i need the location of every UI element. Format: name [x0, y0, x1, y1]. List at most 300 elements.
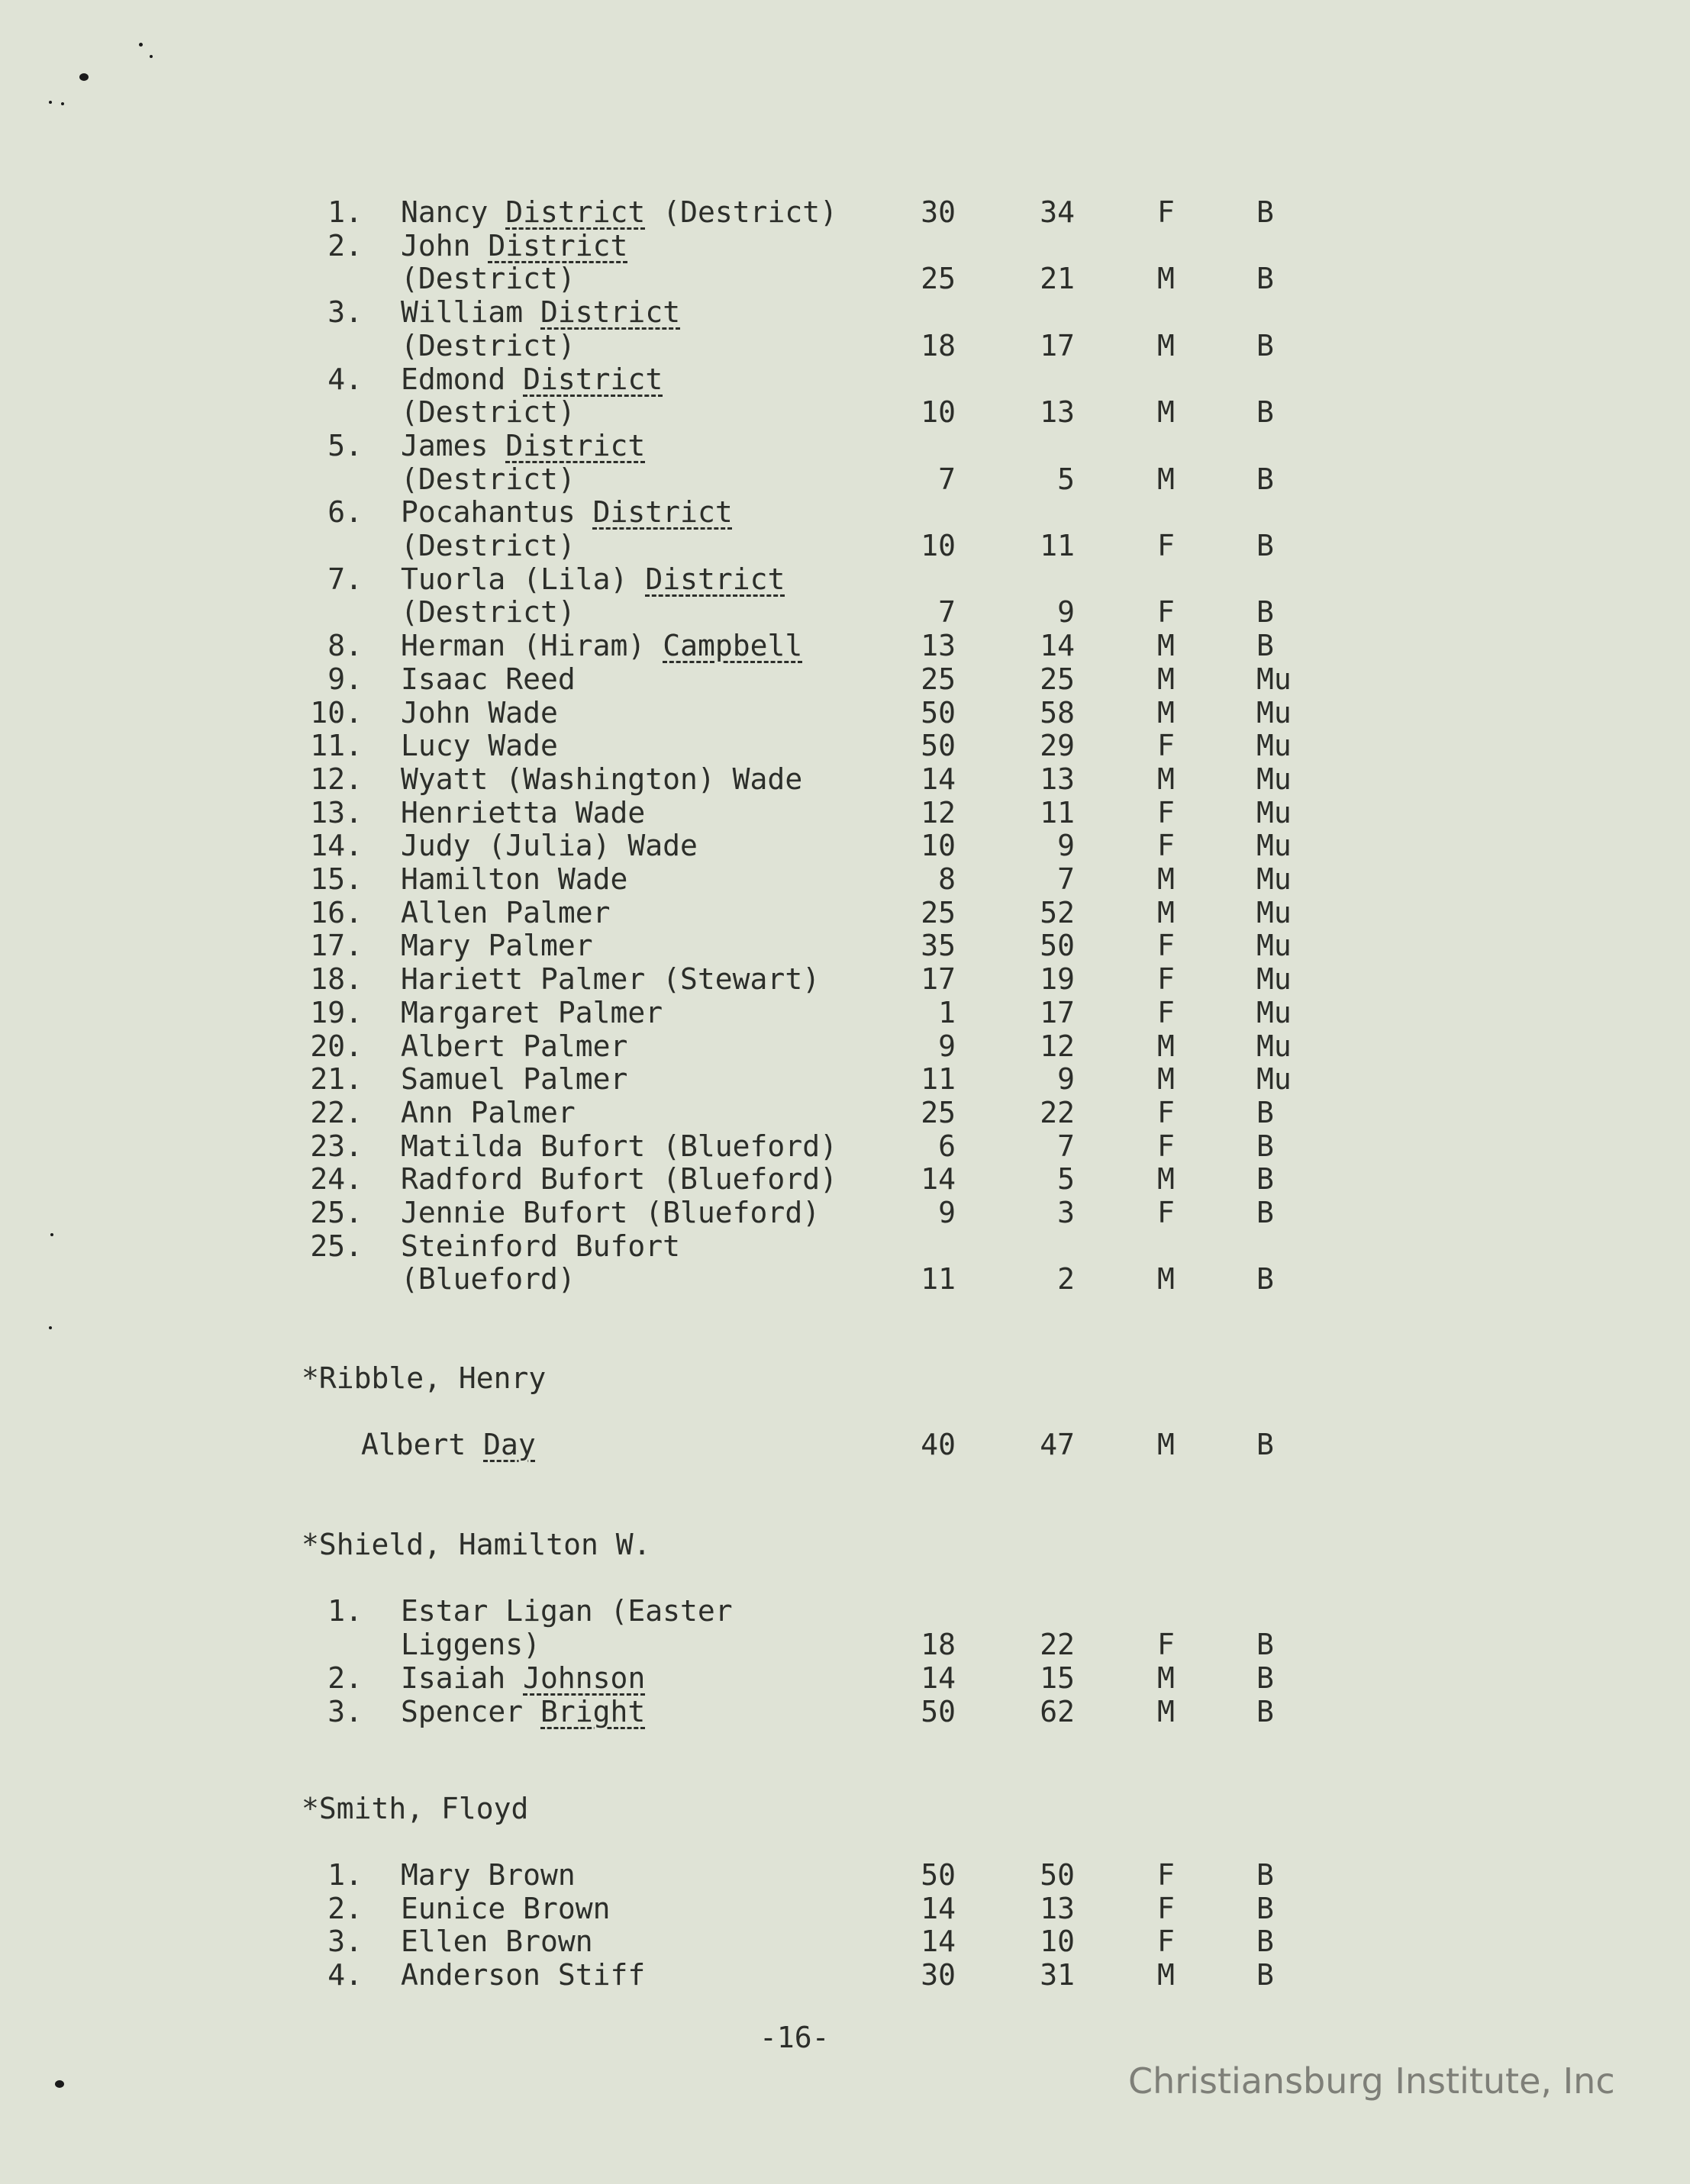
table-row [0, 195, 1690, 229]
entry-name [401, 696, 558, 730]
entry-given-name: Herman (Hiram) [401, 629, 646, 663]
sex-code: F [1157, 1095, 1175, 1129]
entry-given-name: Wyatt (Washington) Wade [401, 762, 803, 796]
race-code: Mu [1256, 995, 1292, 1029]
row-number: 19. [310, 995, 363, 1029]
sex-code: M [1157, 462, 1175, 496]
table-row [0, 1029, 1690, 1063]
entry-name [401, 1196, 820, 1229]
race-code: B [1256, 1428, 1274, 1461]
table-row [0, 1428, 1690, 1461]
value-col-1: 50 [921, 1694, 956, 1728]
value-col-2: 14 [1040, 629, 1075, 663]
sex-code: M [1157, 662, 1175, 696]
entry-given-name: Edmond [401, 362, 506, 396]
row-number: 24. [310, 1162, 363, 1197]
sex-code: F [1157, 729, 1175, 763]
table-row [0, 1096, 1690, 1129]
table-row [0, 796, 1690, 829]
table-row-continuation [0, 595, 1690, 629]
value-col-2: 11 [1040, 795, 1075, 829]
entry-given-name: Nancy [401, 195, 489, 229]
value-col-2: 34 [1040, 195, 1075, 229]
table-row [0, 1661, 1690, 1695]
value-col-1: 13 [921, 629, 956, 663]
entry-surname: Bright [540, 1694, 646, 1728]
table-row [0, 1858, 1690, 1892]
section-header-text: *Smith, Floyd [302, 1792, 529, 1825]
sex-code: F [1157, 1925, 1175, 1959]
entry-name [401, 229, 627, 263]
table-row [0, 1162, 1690, 1196]
sex-code: F [1157, 995, 1175, 1029]
value-col-1: 8 [938, 862, 956, 896]
value-col-1: 12 [921, 795, 956, 829]
sex-code: F [1157, 195, 1175, 229]
entry-name [401, 829, 698, 862]
sex-code: M [1157, 862, 1175, 896]
table-row [0, 429, 1690, 462]
entry-name [401, 762, 802, 796]
entry-name-cont: (Destrict) [401, 462, 576, 496]
entry-name [401, 195, 837, 229]
entry-surname: District [488, 228, 628, 263]
row-number: 2. [327, 1661, 363, 1695]
table-row-continuation [0, 1262, 1690, 1296]
value-col-1: 18 [921, 328, 956, 362]
entry-given-name: Judy (Julia) Wade [401, 829, 698, 863]
entry-surname: District [505, 195, 646, 229]
entry-name [401, 629, 802, 662]
row-number: 10. [310, 695, 363, 730]
entry-given-name: William [401, 295, 524, 330]
race-code: Mu [1256, 662, 1292, 696]
sex-code: M [1157, 762, 1175, 796]
scan-speck [55, 2080, 64, 2088]
table-row [0, 1958, 1690, 1992]
table-row [0, 1594, 1690, 1628]
table-row-continuation [0, 462, 1690, 496]
entry-given-name: Allen Palmer [401, 895, 611, 929]
entry-given-name: James [401, 428, 489, 462]
row-number: 4. [327, 1958, 363, 1992]
table-row [0, 762, 1690, 796]
value-col-2: 10 [1040, 1925, 1075, 1959]
race-code: B [1256, 262, 1274, 296]
value-col-1: 7 [938, 595, 956, 630]
row-number: 6. [327, 495, 363, 530]
entry-name [401, 962, 820, 996]
table-row-continuation [0, 1628, 1690, 1661]
section-header [0, 1528, 1690, 1561]
value-col-2: 22 [1040, 1095, 1075, 1129]
sex-code: F [1157, 1196, 1175, 1229]
value-col-1: 30 [921, 1958, 956, 1992]
table-row-continuation [0, 329, 1690, 362]
race-code: Mu [1256, 762, 1292, 796]
race-code: B [1256, 1958, 1274, 1992]
scan-speck [49, 1326, 52, 1329]
row-number: 4. [327, 362, 363, 396]
row-number: 8. [327, 629, 363, 663]
entry-given-name: Ann Palmer [401, 1095, 576, 1129]
entry-given-name: Tuorla (Lila) [401, 562, 628, 596]
race-code: B [1256, 1095, 1274, 1129]
value-col-1: 14 [921, 1661, 956, 1695]
row-number: 21. [310, 1062, 363, 1097]
race-code: Mu [1256, 795, 1292, 829]
row-number: 1. [327, 195, 363, 229]
race-code: Mu [1256, 895, 1292, 929]
value-col-2: 31 [1040, 1958, 1075, 1992]
value-col-2: 50 [1040, 929, 1075, 963]
entry-given-name: Margaret Palmer [401, 995, 663, 1029]
value-col-2: 11 [1040, 529, 1075, 562]
sex-code: F [1157, 929, 1175, 963]
entry-name [401, 1029, 627, 1063]
value-col-2: 13 [1040, 395, 1075, 430]
row-number: 2. [327, 228, 363, 263]
entry-name [401, 495, 733, 529]
entry-given-name: Radford Bufort (Blueford) [401, 1162, 837, 1197]
entry-name [401, 1695, 645, 1728]
value-col-1: 14 [921, 1891, 956, 1925]
table-row [0, 662, 1690, 696]
value-col-2: 19 [1040, 962, 1075, 997]
entry-name-cont: (Destrict) [401, 529, 576, 562]
sex-code: F [1157, 962, 1175, 997]
table-row [0, 829, 1690, 862]
row-number: 1. [327, 1858, 363, 1892]
value-col-1: 50 [921, 695, 956, 730]
value-col-2: 29 [1040, 729, 1075, 763]
race-code: Mu [1256, 829, 1292, 863]
race-code: Mu [1256, 962, 1292, 997]
row-number: 23. [310, 1129, 363, 1163]
race-code: B [1256, 395, 1274, 430]
value-col-2: 13 [1040, 762, 1075, 796]
entry-surname: Day [483, 1428, 536, 1461]
row-number: 9. [327, 662, 363, 696]
entry-name: Anderson Stiff [401, 1958, 646, 1992]
entry-given-name: Albert [361, 1428, 466, 1461]
entry-given-name: Isaiah [401, 1661, 506, 1695]
sex-code: F [1157, 595, 1175, 630]
value-col-1: 40 [921, 1428, 956, 1461]
race-code: B [1256, 1262, 1274, 1297]
value-col-1: 14 [921, 762, 956, 796]
value-col-1: 1 [938, 995, 956, 1029]
value-col-1: 25 [921, 662, 956, 696]
value-col-2: 52 [1040, 895, 1075, 929]
race-code: B [1256, 595, 1274, 630]
section-header-text: *Ribble, Henry [302, 1361, 547, 1395]
race-code: B [1256, 1162, 1274, 1197]
sex-code: M [1157, 395, 1175, 430]
race-code: Mu [1256, 1062, 1292, 1097]
section-header [0, 1361, 1690, 1395]
entry-name [401, 429, 645, 462]
entry-name: Estar Ligan (Easter [401, 1594, 733, 1628]
row-number: 1. [327, 1594, 363, 1628]
sex-code: F [1157, 1858, 1175, 1892]
race-code: Mu [1256, 862, 1292, 896]
entry-name-cont: (Destrict) [401, 595, 576, 630]
race-code: B [1256, 1628, 1274, 1661]
race-code: B [1256, 328, 1274, 362]
table-row [0, 862, 1690, 896]
entry-name: Mary Brown [401, 1858, 576, 1892]
value-col-2: 9 [1057, 829, 1075, 863]
entry-name [401, 1162, 837, 1196]
value-col-2: 21 [1040, 262, 1075, 296]
table-row [0, 562, 1690, 596]
page-number: -16- [760, 2021, 830, 2054]
entry-surname: District [645, 562, 785, 596]
value-col-1: 50 [921, 729, 956, 763]
value-col-2: 62 [1040, 1694, 1075, 1728]
sex-code: M [1157, 328, 1175, 362]
race-code: B [1256, 1694, 1274, 1728]
table-row [0, 729, 1690, 762]
sex-code: F [1157, 829, 1175, 863]
row-number: 20. [310, 1029, 363, 1063]
value-col-2: 9 [1057, 595, 1075, 630]
table-row [0, 996, 1690, 1029]
entry-name [361, 1428, 536, 1461]
sex-code: F [1157, 1129, 1175, 1163]
entry-name [401, 796, 645, 829]
value-col-1: 10 [921, 529, 956, 562]
value-col-2: 22 [1040, 1628, 1075, 1661]
entry-given-name: Spencer [401, 1694, 524, 1728]
entry-name [401, 1661, 645, 1695]
entry-given-name: Mary Palmer [401, 929, 593, 963]
entry-given-name: Lucy Wade [401, 729, 558, 763]
value-col-1: 9 [938, 1029, 956, 1063]
value-col-2: 47 [1040, 1428, 1075, 1461]
race-code: B [1256, 1129, 1274, 1163]
entry-name: Steinford Bufort [401, 1229, 681, 1263]
value-col-1: 25 [921, 895, 956, 929]
section-header-text: *Shield, Hamilton W. [302, 1528, 651, 1561]
row-number: 25. [310, 1229, 363, 1263]
value-col-2: 5 [1057, 462, 1075, 496]
entry-given-name: Hariett Palmer (Stewart) [401, 962, 821, 997]
value-col-1: 14 [921, 1925, 956, 1959]
entry-given-name: Matilda Bufort (Blueford) [401, 1129, 837, 1163]
race-code: B [1256, 195, 1274, 229]
value-col-1: 25 [921, 1095, 956, 1129]
race-code: Mu [1256, 929, 1292, 963]
scan-speck [49, 101, 52, 104]
entry-name [401, 562, 785, 596]
table-row [0, 1695, 1690, 1728]
value-col-1: 10 [921, 829, 956, 863]
value-col-2: 58 [1040, 695, 1075, 730]
sex-code: F [1157, 529, 1175, 562]
table-row [0, 896, 1690, 929]
sex-code: M [1157, 1428, 1175, 1461]
entry-name: Eunice Brown [401, 1891, 611, 1925]
row-number: 15. [310, 862, 363, 896]
entry-given-name: Isaac Reed [401, 662, 576, 696]
table-row [0, 629, 1690, 662]
table-row [0, 1892, 1690, 1925]
table-row [0, 1229, 1690, 1263]
table-row [0, 1129, 1690, 1163]
row-number: 22. [310, 1095, 363, 1129]
row-number: 18. [310, 962, 363, 997]
row-number: 3. [327, 1694, 363, 1728]
value-col-2: 13 [1040, 1891, 1075, 1925]
entry-name [401, 1129, 837, 1163]
value-col-2: 50 [1040, 1858, 1075, 1892]
scan-speck [150, 55, 153, 58]
row-number: 16. [310, 895, 363, 929]
row-number: 14. [310, 829, 363, 863]
entry-name-cont: (Destrict) [401, 395, 576, 430]
entry-name [401, 896, 611, 929]
entry-name [401, 729, 558, 762]
sex-code: F [1157, 795, 1175, 829]
table-row [0, 362, 1690, 396]
entry-name [401, 1096, 576, 1129]
entry-name [401, 996, 663, 1029]
value-col-1: 9 [938, 1196, 956, 1229]
row-number: 25. [310, 1196, 363, 1229]
sex-code: M [1157, 262, 1175, 296]
value-col-1: 50 [921, 1858, 956, 1892]
sex-code: M [1157, 1958, 1175, 1992]
entry-given-name: Pocahantus [401, 495, 576, 530]
sex-code: M [1157, 1694, 1175, 1728]
entry-name [401, 862, 627, 896]
table-row [0, 1196, 1690, 1229]
entry-given-name: John Wade [401, 695, 558, 730]
value-col-1: 35 [921, 929, 956, 963]
entry-surname: District [592, 495, 733, 530]
row-number: 2. [327, 1891, 363, 1925]
entry-surname: District [523, 362, 663, 396]
table-row [0, 495, 1690, 529]
sex-code: F [1157, 1628, 1175, 1661]
sex-code: F [1157, 1891, 1175, 1925]
entry-given-name: Henrietta Wade [401, 795, 646, 829]
row-number: 17. [310, 929, 363, 963]
entry-name [401, 295, 680, 329]
entry-name [401, 1062, 627, 1096]
race-code: B [1256, 462, 1274, 496]
entry-surname: Johnson [523, 1661, 646, 1695]
row-number: 3. [327, 1925, 363, 1959]
entry-given-name: Samuel Palmer [401, 1062, 628, 1097]
table-row [0, 295, 1690, 329]
race-code: B [1256, 1661, 1274, 1695]
value-col-2: 9 [1057, 1062, 1075, 1097]
value-col-2: 25 [1040, 662, 1075, 696]
value-col-1: 10 [921, 395, 956, 430]
watermark: Christiansburg Institute, Inc [1128, 2060, 1615, 2102]
race-code: B [1256, 629, 1274, 663]
row-number: 11. [310, 729, 363, 763]
race-code: Mu [1256, 729, 1292, 763]
entry-name [401, 662, 576, 696]
row-number: 3. [327, 295, 363, 330]
value-col-1: 6 [938, 1129, 956, 1163]
sex-code: M [1157, 1162, 1175, 1197]
entry-given-name: John [401, 228, 471, 263]
scan-speck [79, 73, 89, 81]
entry-surname: District [540, 295, 681, 330]
entry-name-cont: (Destrict) [401, 262, 576, 296]
value-col-1: 30 [921, 195, 956, 229]
value-col-2: 2 [1057, 1262, 1075, 1297]
sex-code: M [1157, 1062, 1175, 1097]
table-row [0, 962, 1690, 996]
table-row [0, 1062, 1690, 1096]
table-row [0, 1925, 1690, 1958]
value-col-2: 17 [1040, 328, 1075, 362]
sex-code: M [1157, 1262, 1175, 1297]
entry-name [401, 929, 593, 962]
entry-given-name: Hamilton Wade [401, 862, 628, 896]
sex-code: M [1157, 895, 1175, 929]
sex-code: M [1157, 1029, 1175, 1063]
sex-code: M [1157, 695, 1175, 730]
section-header [0, 1792, 1690, 1825]
table-row-continuation [0, 395, 1690, 429]
race-code: B [1256, 529, 1274, 562]
value-col-2: 3 [1057, 1196, 1075, 1229]
scan-speck [61, 102, 64, 105]
table-row [0, 696, 1690, 730]
entry-name-cont: Liggens) [401, 1628, 541, 1661]
value-col-2: 7 [1057, 1129, 1075, 1163]
table-row [0, 229, 1690, 263]
entry-name-cont: (Destrict) [401, 328, 576, 362]
value-col-1: 17 [921, 962, 956, 997]
entry-given-name: Jennie Bufort (Blueford) [401, 1196, 821, 1229]
scan-speck [139, 43, 143, 47]
entry-name-cont: (Blueford) [401, 1262, 576, 1297]
sex-code: M [1157, 629, 1175, 663]
value-col-2: 5 [1057, 1162, 1075, 1197]
row-number: 12. [310, 762, 363, 796]
value-col-1: 18 [921, 1628, 956, 1661]
table-row-continuation [0, 529, 1690, 562]
race-code: B [1256, 1891, 1274, 1925]
race-code: B [1256, 1196, 1274, 1229]
value-col-2: 12 [1040, 1029, 1075, 1063]
row-number: 7. [327, 562, 363, 596]
table-row [0, 929, 1690, 962]
value-col-2: 17 [1040, 995, 1075, 1029]
value-col-1: 25 [921, 262, 956, 296]
value-col-1: 14 [921, 1162, 956, 1197]
row-number: 13. [310, 795, 363, 829]
value-col-1: 7 [938, 462, 956, 496]
race-code: Mu [1256, 1029, 1292, 1063]
race-code: Mu [1256, 695, 1292, 730]
entry-alias: (Destrict) [645, 195, 837, 229]
entry-given-name: Albert Palmer [401, 1029, 628, 1063]
entry-name [401, 362, 663, 396]
value-col-2: 15 [1040, 1661, 1075, 1695]
entry-surname: Campbell [663, 629, 803, 663]
table-row-continuation [0, 262, 1690, 295]
value-col-2: 7 [1057, 862, 1075, 896]
